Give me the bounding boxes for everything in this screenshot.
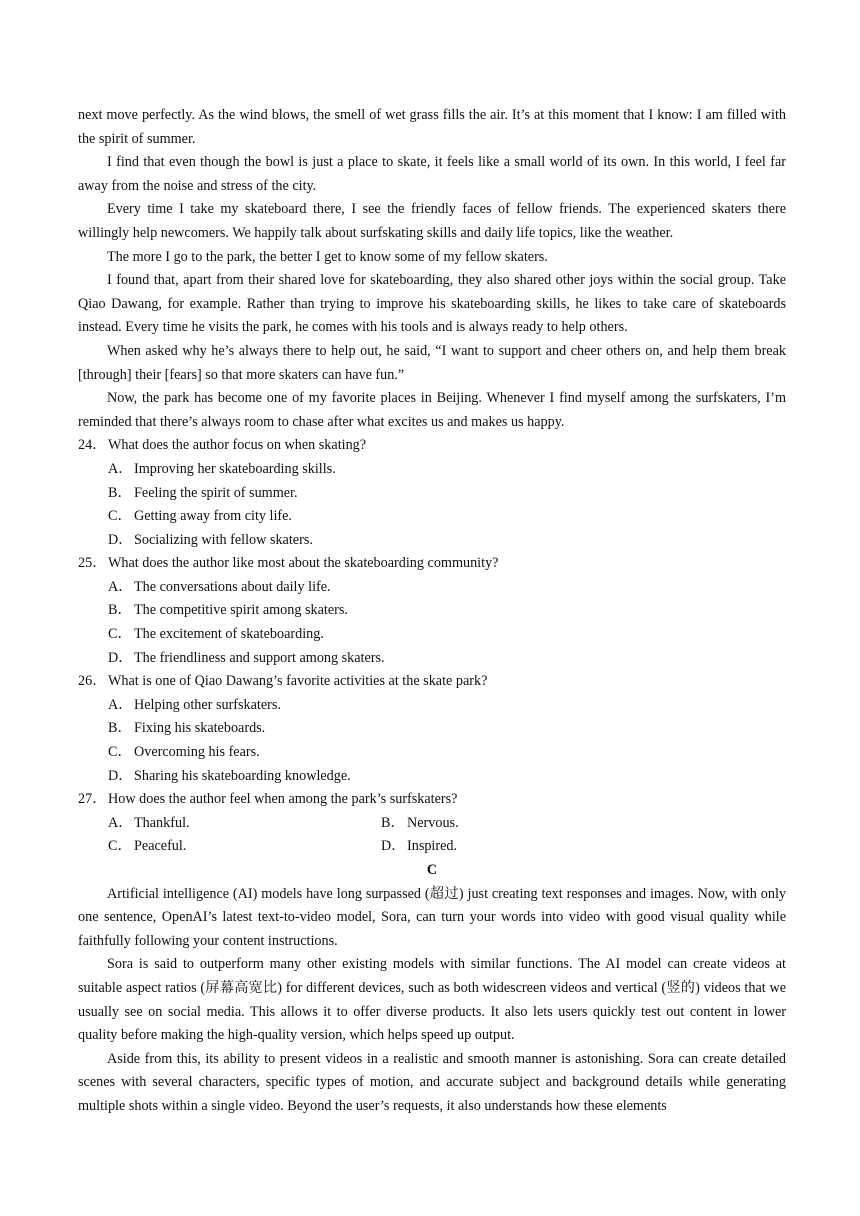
question-number: 26． [78,673,107,690]
option-text: Feeling the spirit of summer. [134,484,298,501]
passage-paragraph: I found that, apart from their shared love for skateboarding, they also shared other joys within the social group. Take Qiao Dawang, for example. Rather than trying to improve his skateboarding skills, he likes to take care of skateboards instead. Every time he visits the park, he comes with his tools and is always ready to help others. [78,272,786,336]
passage-paragraph: Every time I take my skateboard there, I see the friendly faces of fellow friends. The experienced skaters there willingly help newcomers. We happily talk about surfskating skills and daily life topics, like the weather. [78,201,786,241]
option-c [108,835,381,859]
option-text: Getting away from city life. [134,508,292,525]
option-text: The conversations about daily life. [134,578,331,595]
option-c [78,505,786,529]
passage-paragraph: I find that even though the bowl is just a place to skate, it feels like a small world of its own. In this world, I feel far away from the noise and stress of the city. [78,154,786,194]
option-b [78,482,786,506]
option-text: Sharing his skateboarding knowledge. [134,767,351,784]
question-text: How does the author feel when among the park’s surfskaters? [108,791,458,808]
passage-paragraph: When asked why he’s always there to help out, he said, “I want to support and cheer others on, and help them break [through] their [fears] so that more skaters can have fun.” [78,342,786,383]
option-letter: C． [108,744,132,761]
option-letter: B． [108,484,132,501]
question-number: 24． [78,437,107,454]
option-text: Nervous. [407,814,459,831]
option-d [78,765,786,789]
option-text: Inspired. [407,838,458,855]
option-text: Helping other surfskaters. [134,696,281,713]
question-text: What does the author focus on when skating? [108,437,367,454]
passage-paragraph: Sora is said to outperform many other existing models with similar functions. The AI model can create videos at suitable aspect ratios (屏幕高宽比) for different devices, such as both widescreen videos and vertical (竖的) videos that we usually see on social media. This allows it to offer diverse products. It also lets users quickly test out content in lower quality before making the high-quality version, which helps speed up output. [78,956,786,1044]
option-row [78,812,786,836]
option-letter: A． [108,814,133,831]
option-d [78,647,786,671]
option-letter: C． [108,626,132,643]
option-a [78,458,786,482]
option-a [108,812,381,836]
option-letter: A． [108,460,133,477]
option-row [78,835,786,859]
passage-paragraph: The more I go to the park, the better I get to know some of my fellow skaters. [107,248,548,265]
option-d [78,529,786,553]
passage-paragraph: Aside from this, its ability to present videos in a realistic and smooth manner is astonishing. Sora can create detailed scenes with several characters, specific types of motion, and accurate subject and background details while generating multiple shots within a single video. Beyond the user’s requests, it also understands how these elements [78,1050,786,1114]
question-text: What is one of Qiao Dawang’s favorite activities at the skate park? [108,673,488,690]
option-letter: B． [381,814,405,831]
option-text: The friendliness and support among skaters. [134,649,385,666]
option-letter: B． [108,602,132,619]
option-letter: C． [108,838,132,855]
option-d [381,835,457,859]
passage-paragraph: Artificial intelligence (AI) models have long surpassed (超过) just creating text responses and images. Now, with only one sentence, OpenAI’s latest text-to-video model, Sora, can turn your words into video with good visual quality while faithfully following your content instructions. [78,885,786,949]
option-text: Fixing his skateboards. [134,720,266,737]
option-text: The excitement of skateboarding. [134,626,324,643]
option-text: Improving her skateboarding skills. [134,460,336,477]
option-b [78,599,786,623]
question-26 [78,670,786,694]
question-25 [78,552,786,576]
option-a [78,694,786,718]
option-c [78,623,786,647]
option-letter: D． [108,531,133,548]
option-letter: D． [108,649,133,666]
option-letter: A． [108,696,133,713]
passage-paragraph: next move perfectly. As the wind blows, the smell of wet grass fills the air. It’s at this moment that I know: I am filled with the spirit of summer. [78,107,786,147]
option-letter: C． [108,508,132,525]
question-24 [78,434,786,458]
passage-paragraph: Now, the park has become one of my favorite places in Beijing. Whenever I find myself among the surfskaters, I’m reminded that there’s always room to chase after what excites us and makes us happy. [78,390,786,430]
question-27 [78,788,786,812]
question-number: 25． [78,555,107,572]
option-letter: A． [108,578,133,595]
option-letter: D． [108,767,133,784]
question-text: What does the author like most about the skateboarding community? [108,555,499,572]
option-c [78,741,786,765]
option-b [78,717,786,741]
option-letter: D． [381,838,406,855]
option-text: Overcoming his fears. [134,744,260,761]
option-b [381,812,459,836]
option-text: Thankful. [134,814,190,831]
exam-page [78,104,786,1119]
option-a [78,576,786,600]
option-text: The competitive spirit among skaters. [134,602,348,619]
option-text: Socializing with fellow skaters. [134,531,313,548]
option-text: Peaceful. [134,838,187,855]
question-number: 27． [78,791,107,808]
section-heading: C [426,862,438,878]
option-letter: B． [108,720,132,737]
